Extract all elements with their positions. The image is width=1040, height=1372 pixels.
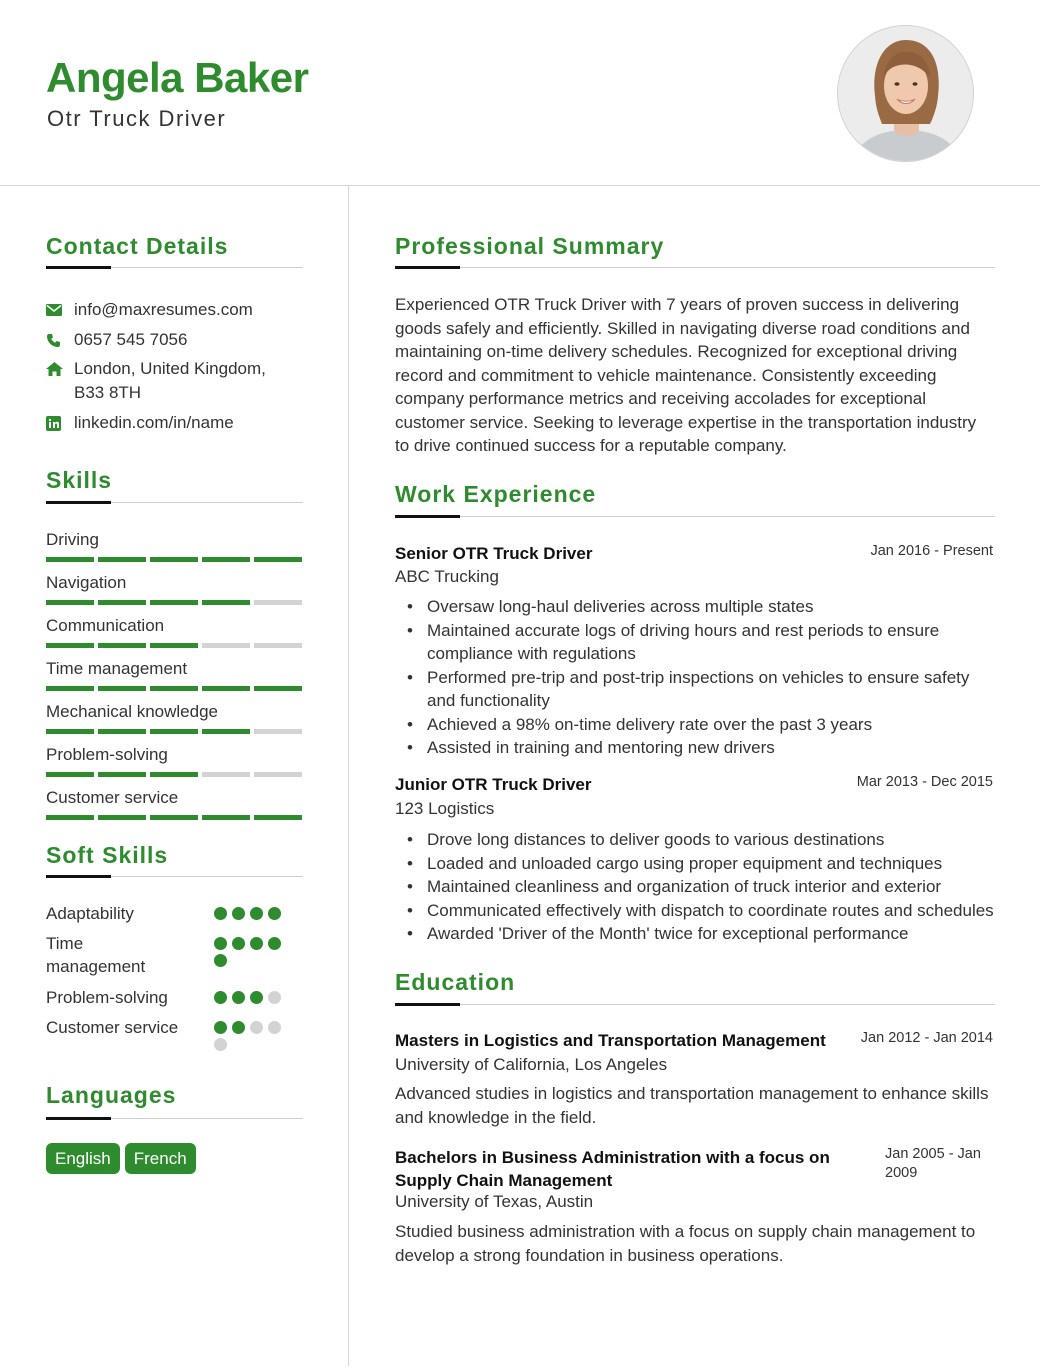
- candidate-name: Angela Baker: [46, 54, 309, 101]
- contact-phone-text: 0657 545 7056: [74, 330, 188, 349]
- contact-email[interactable]: [46, 298, 253, 322]
- degree-title: Masters in Logistics and Transportation Management: [395, 1031, 826, 1050]
- job-bullet: • Communicated effectively with dispatch to coordinate routes and schedules: [427, 899, 997, 923]
- skill-level-segment: [150, 686, 198, 691]
- soft-skills-section-rule: [46, 876, 303, 877]
- skill-level-segment: [202, 772, 250, 777]
- job-bullets: [427, 595, 997, 760]
- contact-address: [46, 357, 296, 405]
- skill-level-segment: [98, 557, 146, 562]
- skill-level-bar: [46, 772, 302, 777]
- rating-dot: [214, 937, 227, 950]
- profile-photo-illustration: [838, 26, 974, 162]
- experience-section-rule: [395, 516, 995, 517]
- job-company: ABC Trucking: [395, 567, 499, 586]
- soft-skill-rating: [214, 991, 294, 1004]
- skill-level-bar: [46, 815, 302, 820]
- languages-section-title: Languages: [46, 1082, 177, 1108]
- job-bullet: • Loaded and unloaded cargo using proper equipment and techniques: [427, 852, 997, 876]
- skill-level-bar: [46, 557, 302, 562]
- skill-label: Communication: [46, 616, 165, 635]
- skill-level-segment: [254, 686, 302, 691]
- job-bullet: • Oversaw long-haul deliveries across multiple states: [427, 595, 997, 619]
- job-bullet: • Performed pre-trip and post-trip inspections on vehicles to ensure safety and functionality: [427, 666, 997, 713]
- candidate-role: Otr Truck Driver: [47, 106, 227, 131]
- skill-level-segment: [150, 643, 198, 648]
- soft-skill-rating: [214, 937, 294, 967]
- skill-label: Driving: [46, 530, 99, 549]
- languages-list: [46, 1143, 196, 1174]
- soft-skills-section-title: Soft Skills: [46, 842, 169, 868]
- skill-level-segment: [46, 600, 94, 605]
- skill-label: Customer service: [46, 788, 179, 807]
- education-section-rule: [395, 1004, 995, 1005]
- job-title: Senior OTR Truck Driver: [395, 544, 593, 563]
- skill-level-bar: [46, 643, 302, 648]
- job-date: Mar 2013 - Dec 2015: [856, 774, 993, 790]
- summary-section-title: Professional Summary: [395, 233, 665, 259]
- skill-label: Time management: [46, 659, 188, 678]
- skills-section-rule: [46, 502, 303, 503]
- contact-section-rule: [46, 267, 303, 268]
- contact-section-title: Contact Details: [46, 233, 229, 259]
- school-name: University of Texas, Austin: [395, 1192, 594, 1211]
- skill-level-segment: [150, 557, 198, 562]
- contact-linkedin-text: linkedin.com/in/name: [74, 413, 234, 432]
- job-bullet: • Assisted in training and mentoring new drivers: [427, 736, 997, 760]
- skill-level-segment: [150, 729, 198, 734]
- skill-level-segment: [202, 643, 250, 648]
- skill-level-segment: [202, 686, 250, 691]
- skill-level-segment: [98, 815, 146, 820]
- skill-label: Navigation: [46, 573, 127, 592]
- job-bullet: • Maintained accurate logs of driving hours and rest periods to ensure compliance with regulations: [427, 619, 997, 666]
- job-bullet: • Awarded 'Driver of the Month' twice for exceptional performance: [427, 922, 997, 946]
- degree-date: Jan 2012 - Jan 2014: [860, 1030, 993, 1046]
- rating-dot: [250, 937, 263, 950]
- envelope-icon: [46, 298, 74, 322]
- skill-level-bar: [46, 600, 302, 605]
- job-company: 123 Logistics: [395, 799, 495, 818]
- job-title: Junior OTR Truck Driver: [395, 775, 592, 794]
- skill-level-segment: [46, 815, 94, 820]
- rating-dot: [268, 991, 281, 1004]
- rating-dot: [250, 1021, 263, 1034]
- skill-level-segment: [202, 729, 250, 734]
- job-bullets: [427, 828, 997, 946]
- rating-dot: [214, 954, 227, 967]
- column-divider: [348, 186, 349, 1366]
- job-bullet: • Achieved a 98% on-time delivery rate over the past 3 years: [427, 713, 997, 737]
- skill-level-bar: [46, 686, 302, 691]
- experience-section-title: Work Experience: [395, 481, 597, 507]
- skill-label: Mechanical knowledge: [46, 702, 218, 721]
- rating-dot: [268, 937, 281, 950]
- skills-section-title: Skills: [46, 467, 113, 493]
- skill-level-segment: [46, 686, 94, 691]
- job-bullet: • Maintained cleanliness and organization of truck interior and exterior: [427, 875, 997, 899]
- skill-level-segment: [150, 600, 198, 605]
- rating-dot: [214, 991, 227, 1004]
- rating-dot: [232, 937, 245, 950]
- soft-skill-label: Problem-solving: [46, 988, 168, 1007]
- skill-level-segment: [202, 815, 250, 820]
- skill-level-segment: [150, 772, 198, 777]
- contact-email-text: info@maxresumes.com: [74, 300, 253, 319]
- contact-linkedin[interactable]: [46, 411, 234, 435]
- rating-dot: [232, 991, 245, 1004]
- soft-skill-rating: [214, 1021, 294, 1051]
- soft-skill-label: Customer service: [46, 1018, 179, 1037]
- phone-icon: [46, 328, 74, 352]
- language-badge: French: [125, 1143, 196, 1174]
- rating-dot: [250, 907, 263, 920]
- skill-level-segment: [254, 557, 302, 562]
- languages-section-rule: [46, 1118, 303, 1119]
- contact-phone[interactable]: [46, 328, 187, 352]
- skill-level-segment: [98, 729, 146, 734]
- rating-dot: [232, 907, 245, 920]
- soft-skill-rating: [214, 907, 294, 920]
- school-name: University of California, Los Angeles: [395, 1055, 668, 1074]
- profile-photo: [837, 25, 974, 162]
- skill-level-segment: [202, 600, 250, 605]
- resume-header: [0, 0, 1040, 186]
- skill-level-segment: [98, 600, 146, 605]
- skill-level-segment: [46, 557, 94, 562]
- rating-dot: [214, 1038, 227, 1051]
- soft-skill-label: Adaptability: [46, 904, 134, 923]
- skill-level-bar: [46, 729, 302, 734]
- contact-address-text: London, United Kingdom, B33 8TH: [74, 359, 266, 402]
- degree-date: Jan 2005 - Jan 2009: [885, 1146, 981, 1181]
- rating-dot: [214, 1021, 227, 1034]
- soft-skill-label: Time management: [46, 934, 146, 976]
- degree-title: Bachelors in Business Administration with a focus on Supply Chain Management: [395, 1148, 830, 1190]
- rating-dot: [214, 907, 227, 920]
- skill-level-segment: [98, 686, 146, 691]
- degree-description: Studied business administration with a focus on supply chain management to develop a strong foundation in business operations.: [395, 1222, 976, 1265]
- skill-level-segment: [98, 643, 146, 648]
- rating-dot: [268, 907, 281, 920]
- skill-level-segment: [150, 815, 198, 820]
- skill-level-segment: [46, 643, 94, 648]
- rating-dot: [268, 1021, 281, 1034]
- skill-level-segment: [46, 772, 94, 777]
- rating-dot: [232, 1021, 245, 1034]
- skill-label: Problem-solving: [46, 745, 168, 764]
- degree-description: Advanced studies in logistics and transportation management to enhance skills and knowledge in the field.: [395, 1084, 989, 1127]
- skill-level-segment: [254, 729, 302, 734]
- job-date: Jan 2016 - Present: [870, 543, 993, 559]
- skill-level-segment: [202, 557, 250, 562]
- home-icon: [46, 357, 74, 381]
- job-bullet: • Drove long distances to deliver goods to various destinations: [427, 828, 997, 852]
- linkedin-icon: [46, 411, 74, 435]
- rating-dot: [250, 991, 263, 1004]
- skill-level-segment: [254, 772, 302, 777]
- language-badge: English: [46, 1143, 120, 1174]
- skill-level-segment: [98, 772, 146, 777]
- skill-level-segment: [254, 600, 302, 605]
- skill-level-segment: [254, 815, 302, 820]
- summary-text: Experienced OTR Truck Driver with 7 years of proven success in delivering goods safely and efficiently. Skilled in navigating diverse road conditions and maintaining on-time delivery schedules. Recognized for exceptional driving record and commitment to vehicle maintenance. Consistently exceeding company performance metrics and receiving accolades for exceptional customer service. Seeking to leverage expertise in the transportation industry to drive continued success for a reputable company.: [395, 295, 977, 455]
- skill-level-segment: [254, 643, 302, 648]
- summary-section-rule: [395, 267, 995, 268]
- education-section-title: Education: [395, 969, 516, 995]
- skill-level-segment: [46, 729, 94, 734]
